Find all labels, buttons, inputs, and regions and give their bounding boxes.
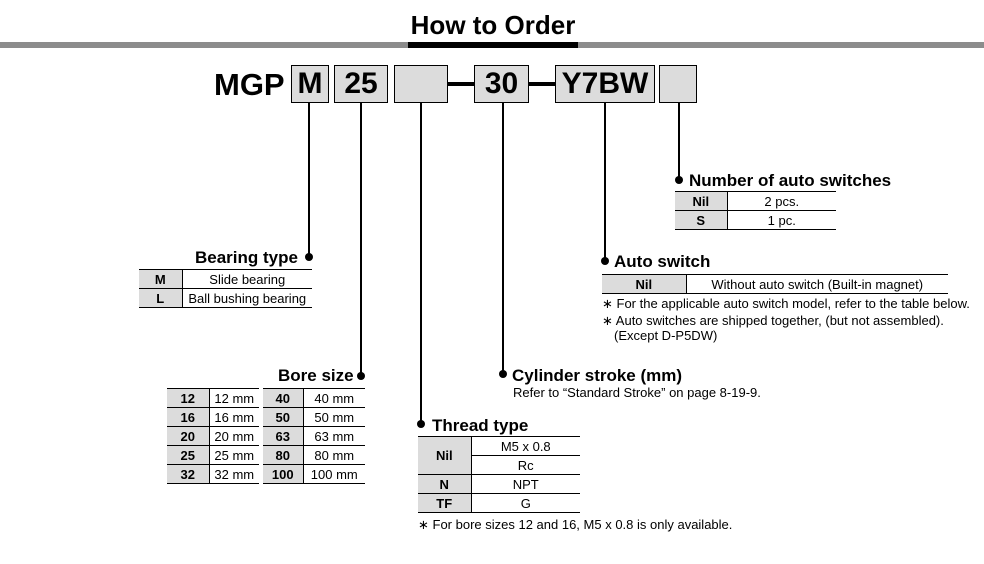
table-cell-desc: 25 mm xyxy=(209,446,261,465)
code-box-bearing: M xyxy=(291,65,329,103)
connector-line xyxy=(502,103,504,375)
model-prefix: MGP xyxy=(214,67,285,102)
table-cell-desc: Ball bushing bearing xyxy=(182,289,312,308)
table-cell-code: 32 xyxy=(167,465,209,484)
table-cell-desc: 63 mm xyxy=(303,427,365,446)
connector-dot xyxy=(601,257,609,265)
header-rule-accent xyxy=(408,42,578,48)
table-cell-code: TF xyxy=(418,494,471,513)
table-cell-code: 20 xyxy=(167,427,209,446)
table-cell-code: 40 xyxy=(261,389,303,408)
auto-switch-table xyxy=(602,274,948,294)
cylinder-stroke-note: Refer to “Standard Stroke” on page 8-19-9. xyxy=(513,385,761,400)
bearing-type-heading: Bearing type xyxy=(195,248,298,267)
connector-dot xyxy=(417,420,425,428)
table-cell-code: 25 xyxy=(167,446,209,465)
thread-type-table xyxy=(418,436,580,513)
code-dash xyxy=(448,82,474,86)
connector-line xyxy=(420,103,422,425)
num-switches-heading: Number of auto switches xyxy=(689,171,892,190)
page-title: How to Order xyxy=(410,10,576,40)
code-box-num-switches xyxy=(659,65,697,103)
table-cell-code: 12 xyxy=(167,389,209,408)
code-box-thread xyxy=(394,65,448,103)
table-cell-desc: 50 mm xyxy=(303,408,365,427)
table-cell-code: L xyxy=(139,289,182,308)
table-cell-desc: 32 mm xyxy=(209,465,261,484)
table-cell-code: N xyxy=(418,475,471,494)
table-cell-desc: 20 mm xyxy=(209,427,261,446)
code-box-bore: 25 xyxy=(334,65,388,103)
table-cell-code: 63 xyxy=(261,427,303,446)
table-cell-desc: 40 mm xyxy=(303,389,365,408)
table-cell-desc: M5 x 0.8 xyxy=(471,437,580,456)
table-cell-desc: NPT xyxy=(471,475,580,494)
code-dash xyxy=(529,82,555,86)
auto-switch-note: ∗ For the applicable auto switch model, refer to the table below. xyxy=(602,296,970,311)
connector-dot xyxy=(675,176,683,184)
connector-dot xyxy=(499,370,507,378)
table-cell-code: Nil xyxy=(675,192,727,211)
table-cell-desc: 100 mm xyxy=(303,465,365,484)
table-cell-desc: Slide bearing xyxy=(182,270,312,289)
auto-switch-note: (Except D-P5DW) xyxy=(614,328,718,343)
table-cell-code: 80 xyxy=(261,446,303,465)
table-cell-desc: 1 pc. xyxy=(727,211,836,230)
auto-switch-note: ∗ Auto switches are shipped together, (but not assembled). xyxy=(602,313,944,328)
connector-dot xyxy=(357,372,365,380)
table-cell-code: M xyxy=(139,270,182,289)
connector-line xyxy=(308,103,310,257)
table-cell-code: Nil xyxy=(602,275,686,294)
code-box-stroke: 30 xyxy=(474,65,529,103)
table-cell-desc: Rc xyxy=(471,456,580,475)
bearing-type-table xyxy=(139,269,312,308)
table-cell-code: S xyxy=(675,211,727,230)
table-cell-code: 16 xyxy=(167,408,209,427)
auto-switch-heading: Auto switch xyxy=(614,252,711,271)
table-cell-code: 50 xyxy=(261,408,303,427)
thread-type-heading: Thread type xyxy=(432,416,529,435)
table-cell-desc: 16 mm xyxy=(209,408,261,427)
table-cell-desc: Without auto switch (Built-in magnet) xyxy=(686,275,948,294)
table-cell-code: 100 xyxy=(261,465,303,484)
thread-type-note: ∗ For bore sizes 12 and 16, M5 x 0.8 is only available. xyxy=(418,517,733,532)
connector-line xyxy=(604,103,606,261)
num-switches-table xyxy=(675,191,836,230)
table-cell-desc: 80 mm xyxy=(303,446,365,465)
table-cell-code: Nil xyxy=(418,437,471,475)
cylinder-stroke-heading: Cylinder stroke (mm) xyxy=(512,366,683,385)
table-cell-desc: 12 mm xyxy=(209,389,261,408)
code-box-auto-switch: Y7BW xyxy=(555,65,655,103)
connector-line xyxy=(360,103,362,376)
bore-size-heading: Bore size xyxy=(278,366,354,385)
connector-dot xyxy=(305,253,313,261)
bore-size-table xyxy=(167,388,365,484)
table-cell-desc: G xyxy=(471,494,580,513)
table-cell-desc: 2 pcs. xyxy=(727,192,836,211)
connector-line xyxy=(678,103,680,180)
